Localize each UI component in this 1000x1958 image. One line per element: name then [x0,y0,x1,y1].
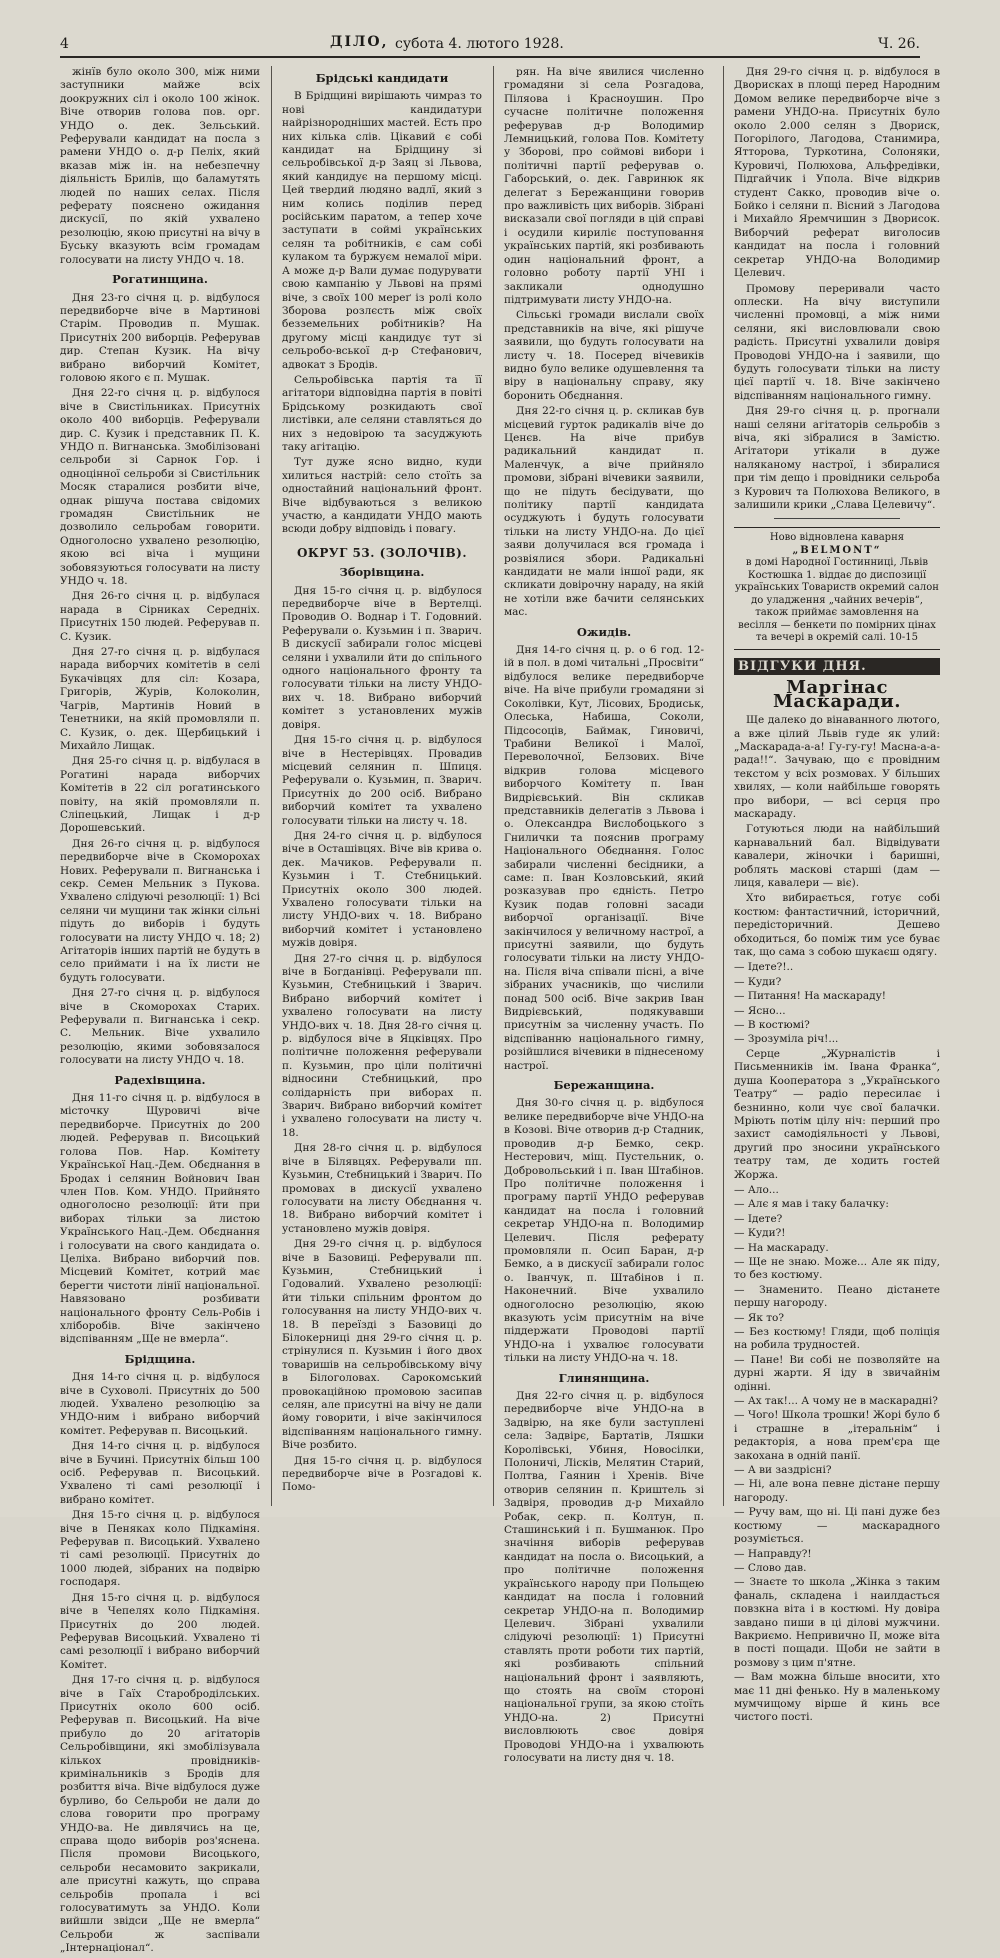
page-number: 4 [60,36,69,52]
column-3 [504,66,704,1767]
paragraph: Дня 22-го січня ц. р. відбулося передвиборче віче УНДО-на в Задвірю, на яке були заступлені села: Задвірє, Бартатів, Ляшки Королівські, Убиня, Новосілки, Полоничі, Лісків, Мелятин Старий, Полтва, Гаянин і Хренів. Віче отворив селянин п. Криштель зі Задвіря, проводив д-р Михайло Робак, секр. п. Колтун, п. Сташинський і п. Бушманюк. Про значіння виборів реферував кандидат на посла о. Висоцький, а про політичне положення українського народу при Польщею кандидат на посла і головний секретар УНДО-на п. Володимир Целевич. Зібрані ухвалили слідуючі резолюції: 1) Присутні ставлять проти роботи тих партій, які розбивають спільний національний фронт і заявляють, що стоять на своїм стороні національної групи, за якою стоїть УНДО-на. 2) Присутні висловлюють своє довіря Проводові УНДО-на і ухвалюють голосувати на листу дня ч. 18. [504,1390,704,1764]
article-title: Брідські кандидати [315,71,449,85]
dialog-line: — Ще не знаю. Може... Але як піду, то без костюму. [734,1255,940,1282]
issue-number: Ч. 26. [878,36,920,52]
column-4 [734,66,940,1726]
section-heading: Зборівщина. [339,565,425,580]
ad-line: Ново відновлена каварня [769,532,905,544]
dialog-line: — Пане! Ви собі не позволяйте на дурні жарти. Я іду в звичайнім одінні. [734,1353,940,1393]
dialog-line: — Ясно... [734,1004,786,1017]
dialog-line: — Ало... [734,1183,779,1196]
paragraph: Дня 15-го січня ц. р. відбулося передвиборче віче в Розгадові к. Помо- [282,1454,482,1494]
column-rule [493,66,494,1506]
paragraph: Дня 14-го січня ц. р. відбулося віче в Бучині. Присутніх більш 100 осіб. Реферував п. Висоцький. Ухвалено ті самі резолюції і вибрано комітет. [60,1440,260,1506]
dialog-line: — Алє я мав і таку балачку: [734,1198,889,1211]
column-1 [60,66,260,1958]
dialog-line: — Зрозуміла річ!... [734,1033,839,1046]
paragraph: В Брідщині вирішають чимраз то нові кандидатури найрізнородніших мастей. Есть про них кілька слів. Цікавий є собі кандидат на Брідщину зі сельробівської д-р Заяц зі Львова, який кандидує на першому місці. Цей твердий людяно вадлї, який з ним колись поділив перед російським паратом, а тепер хоче заступати в соймі українських селян та робітників, є сам собі кулаком та буржуєм немалої міри. А може д-р Вали думає подурувати свою кампанію у Львові на прямі віче, з своїх 100 мереґ із ролі коло Зборова розлєсть між своїх безземельних робітників? На другому місці кандидує тут зі сельробо-вської д-р Стефанович, адвокат з Бродів. [282,90,482,371]
paragraph: Дня 14-го січня ц. р. відбулося віче в Суховолі. Присутніх до 500 людей. Ухвалено резолюцію за УНДО-ним і вибрано виборчий комітет. Реферував п. Висоцький. [60,1371,260,1437]
dialog-line: — В костюмі? [734,1019,810,1032]
paragraph: рян. На віче явилися численно громадяни зі села Розгадова, Піляова і Красноушин. Про сучасне політичне положення реферував д-р Володимир Лемницький, голова Пов. Комітету у Зборові, про соймові вибори і політичні партії реферував о. Габорський, о. дек. Гавринюк як делегат з Бережанщини говорив про важливість цих виборів. Зібрані висказали свої погляди в цій справі і осудили кириліє поступовання українських партій, які розбивають один національний фронт, а головно роботу партії УНІ і закликали однодушно підтримувати листу УНДО-на. [504,66,704,306]
paragraph: Дня 23-го січня ц. р. відбулося передвиборче віче в Мартинові Старім. Проводив п. Мушак. Присутніх 200 виборців. Реферував дир. Степан Кузик. На вічу вибрано виборчий Комітет, головою якого є п. Мушак. [60,291,260,384]
dialog-line: — Ручу вам, що ні. Ці пані дуже без костюму — маскарадного розуміється. [734,1506,940,1546]
paragraph: жінїв було около 300, між ними заступники майже всіх доокружних сіл і около 100 жінок. Віче отворив голова пов. орг. УНДО о. дек. Зельський. Реферували кандидат на посла з рамени УНДО о. д-р Пеліх, який вказав між ін. на небезпечну діяльність Брилів, що баламутять людей по наших селах. Після реферату пояснено ожидання дискусії, по якій ухвалено резолюцію, якою присутні на вічу в Буську вказують всім громадам голосувати на листу УНДО ч. 18. [60,66,260,266]
paragraph: Готуються люди на найбільший карнавальний бал. Відвідувати кавалери, жіночки і баришні, роблять маскові старші (дам — лиця, кавалери — віє). [734,823,940,889]
paragraph: Дня 15-го січня ц. р. відбулося віче в Пеняках коло Підкаміня. Реферував п. Висоцький. Ухвалено ті самі резолюції. Присутніх до 1000 людей, зібраних на подвірю господаря. [60,1509,260,1589]
section-heading: Брідщина. [124,1351,196,1366]
dialog-line: — На маскараду. [734,1241,829,1254]
dialog-line: — Знаменито. Пеано дістанете першу нагороду. [734,1283,940,1310]
paragraph: Дня 27-го січня ц. р. відбулося віче в Богданівці. Реферували пп. Кузьмин, Стебницький і Зварич. Вибрано виборчий комітет і ухвалено голосувати на листу УНДО-вих ч. 18. Дня 28-го січня ц. р. відбулося віче в Яцківцях. Про політичне положення реферували п. Кузьмин, про ціли політичні відносини Стебницький, про солідарність при виборах п. Зварич. Вибрано виборчий комітет і ухвалено голосувати на листу ч. 18. [282,952,482,1139]
district-heading: ОКРУГ 53. (ЗОЛОЧІВ). [296,545,468,560]
dialog-line: — Слово дав. [734,1561,807,1574]
paragraph: Промову переривали часто оплески. На вічу виступили численні промовці, а між ними селяни, які висловлювали свою радість. Присутні ухвалили довіря Проводові УНДО-на і заявили, що будуть голосувати тільки на листу цієї партії ч. 18. Віче закінчено відспіванням національного гимну. [734,282,940,402]
paragraph: Дня 25-го січня ц. р. відбулася в Рогатині нарада виборчих Комітетів в 22 сіл рогатинського повіту, на якій промовляли п. Сліпецький, Лищак і д-р Дорошевський. [60,755,260,835]
paragraph: Хто вибирається, готує собі костюм: фантастичний, історичний, передісторичний. Дешево обходиться, бо поміж тим усе буває так, що сама з собою шукаєш одягу. [734,892,940,959]
issue-date: субота 4. лютого 1928. [395,36,564,52]
paragraph: Дня 11-го січня ц. р. відбулося в місточку Щуровичі віче передвиборче. Присутніх до 200 людей. Реферував п. Висоцький голова Пов. Нар. Комітету Української Нац.-Дем. Обєднання в Бродах і селянин Войнович Іван член Пов. Ком. УНДО. Прийнято одноголосно резолюції: йти при виборах тільки за листою Українського Нац.-Дем. Обєднання і голосувати на свого кандидата о. Целіха. Вибрано виборчий пов. Місцевий Комітет, котрий має берегти чистоти лінії національної. Навязовано розбивати національного фронту Сель-Робів і хліборобів. Віче закінчено відспіванням „Ще не вмерла“. [60,1092,260,1346]
section-heading: Бережанщина. [553,1078,655,1093]
dialog-line: — Куди?! [734,1227,786,1240]
dialog-line: — Направду?! [734,1547,812,1560]
dialog-line: — Ах так!... А чому не в маскарадні? [734,1395,938,1408]
dialog-1 [734,961,940,1046]
paragraph: Дня 17-го січня ц. р. відбулося віче в Гаїх Староброділських. Присутніх около 600 осіб. Реферував п. Висоцький. На віче прибуло до 20 агітаторів Сельробівщини, які змобілізувала кількох провідників-кримінальників з Бродів для розбиття віча. Віче відбулося дуже бурливо, бо Сельроби не дали до слова говорити про програму УНДО-ва. Не дивлячись на це, справа щодо виборів роз'яснена. Після промови Висоцького, сельроби несамовито закрикали, але присутні кажуть, що справа сельробів пропала і всі голосуватимуть за УНДО. Коли вийшли звідси „Ще не вмерла“ Сельроби ж заспівали „Інтернаціонал“. [60,1674,260,1955]
dialog-line: — Знаєте то школа „Жінка з таким фаналь, складена і наилдасться повзкна віта і в костюмі. Ну довіра завдано пиши в ці ділові мужчини. Вакриємо. Непривично ІІ, може віта в пості пощади. Щоби не зайти в розмову з цим п'ятне. [734,1576,940,1669]
paragraph: Серце „Журналістів і Письменників ім. Івана Франка“, душа Кооператора з „Українського Театру“ — радіо пересилає і безнинно, коли чує свої балачки. Мріють потім цілу ніч: перший про захист самодіяльності у Львові, другий про зносини українського театру там, де ходить гостей Жоржа. [734,1047,940,1181]
paragraph: Дня 27-го січня ц. р. відбулося віче в Скоморохах Старих. Реферували п. Вигнанська і секр. С. Мельник. Віче ухвалило резолюцію, якими зобовязалося голосувати на листу УНДО ч. 18. [60,987,260,1067]
paragraph: Дня 27-го січня ц. р. відбулася нарада виборчих комітетів в селі Букачівцях для сіл: Козара, Григорів, Журів, Колоколин, Чагрів, Мартинів Новий в Тенетники, на якій промовляли п. С. Кузик, о. дек. Щербицький і Михайло Лищак. [60,646,260,752]
paragraph: Дня 29-го січня ц. р. відбулося віче в Базовиці. Реферували пп. Кузьмин, Стебницький і Годовалий. Ухвалено резолюції: йти тільки спільним фронтом до голосування на листу УНДО-вих ч. 18. В переїзді з Базовиці до Білокерниці дня 29-го січня ц. р. стрінулися п. Кузьмин і його двох товаришів на сельробівському вічу в Білоголовах. Сарокомський провокаційною промовою засипав селян, але присутні на вічу не дали йому говорити, і віче закінчилося відспіванням національного гимну. Віче розбито. [282,1238,482,1452]
paragraph: Дня 15-го січня ц. р. відбулося віче в Нестерівцях. Провадив місцевий селянин п. Шпиця. Реферували о. Кузьмин, п. Зварич. Присутніх до 200 осіб. Вибрано виборчий комітет та ухвалено голосувати тільки на листу ч. 18. [282,734,482,827]
section-heading: Рогатинщина. [112,272,208,287]
column-rule [271,66,272,1506]
paragraph: Дня 24-го січня ц. р. відбулося віче в Осташівцях. Віче вів крива о. дек. Мачиков. Реферували п. Кузьмин і Т. Стебницький. Присутніх около 300 людей. Ухвалено голосувати тільки на листу УНДО-вих ч. 18. Вибрано виборчий комітет і установлено мужів довіря. [282,829,482,950]
section-heading: Радехівщина. [114,1072,206,1087]
paragraph: Дня 30-го січня ц. р. відбулося велике передвиборче віче УНДО-на в Козові. Віче отворив д-р Стадник, проводив д-р Бемко, секр. Нестерович, міщ. Пустельник, о. Добровольський і п. Іван Штабінов. Про політичне положення і програму партії УНДО реферував кандидат на посла і головний секретар УНДО-на п. Володимир Целевич. Після реферату промовляли п. Осип Баран, д-р Бемко, а в дискусії забирали голос о. Іванчук, п. Штабінов і п. Наконечний. Віче ухвалило одноголосно резолюцію, якою вказують усім присутнім на віче піддержати Проводові партії УНДО-на і ухвалює голосувати тільки на листу УНДО-на ч. 18. [504,1097,704,1365]
divider [774,518,900,519]
dialog-2 [734,1184,940,1725]
ad-body: в домі Народної Гостинниці, Львів Костюшка 1. віддає до диспозиції українських Товариств окремий салон до уладження „чайних вечерів“, також приймає замовлення на весілля — бенкети по помірних цінах та вечері в окремій салі. 10-15 [735,557,939,644]
paragraph: Дня 15-го січня ц. р. відбулося віче в Чепелях коло Підкаміня. Присутніх до 200 людей. Реферував Висоцький. Ухвалено ті самі резолюції і вибрано виборчий Комітет. [60,1591,260,1671]
section-heading: Глинянщина. [558,1370,650,1385]
dialog-line: — Куди? [734,975,782,988]
paragraph: Дня 26-го січня ц. р. відбулася нарада в Сірниках Середніх. Присутніх 150 людей. Реферував п. С. Кузик. [60,590,260,643]
dialog-line: — А ви заздрісні? [734,1464,832,1477]
paragraph: Сельробівська партія та її агітатори відповідна партія в повіті Брідському розкидають свої листівки, але селяни ставляться до них з недовірою та засуджують таку агітацію. [282,373,482,453]
paragraph: Дня 22-го січня ц. р. скликав був місцевий гурток радикалів віче до Ценєв. На віче прибув радикальний кандидат п. Маленчук, а віче прийняло промови, зібрані вічевики заявили, що не підуть бесідувати, що політику партії кандидата осуджують і будуть голосувати тільки на листу УНДО-на. До цієї заяви долучилася вся громада і розвіялися збори. Радикальні кандидати не мали іншої ради, як скликати довірочну нараду, на якій не хотіли вже бачити селянських мас. [504,405,704,619]
feuilleton-title: Маргінас Маскаради. [772,677,902,712]
paragraph: Дня 26-го січня ц. р. відбулося передвиборче віче в Скоморохах Нових. Реферували п. Вигнанська і секр. Семен Мельник з Пукова. Ухвалено слідуючі резолюції: 1) Всі селяни чи мущини так жінки сільні підуть до виборів і будуть голосувати на листу УНДО ч. 18; 2) Агітаторів інших партій не будуть в село приймати і на їх листи не будуть голосувати. [60,837,260,984]
paragraph: Дня 29-го січня ц. р. прогнали наші селяни агітаторів сельробів з віча, які зібралися в Замістю. Агітатори утікали в дуже наляканому настрої, і збиралися при тім дещо і провідники сельроба з Курович та Полюхова Великого, в залишили крики „Слава Целевичу“. [734,405,940,511]
dialog-line: — Ні, але вона певне дістане першу нагороду. [734,1478,940,1504]
section-heading: Ожидів. [576,624,632,639]
dialog-line: — Як то? [734,1311,784,1324]
dialog-line: — Чого! Школа трошки! Жорі було б і страшне в „ітеральнім“ і редакторія, а нова прем'єра ще закохана в одній панії. [734,1409,940,1462]
dialog-line: — Ідете? [734,1212,783,1225]
dialog-line: — Без костюму! Гляди, щоб поліція на робила трудностей. [734,1326,940,1352]
page-header [60,30,920,58]
cafe-advertisement [734,527,940,650]
ad-cafe-name: „BELMONT“ [792,544,882,556]
paragraph: Дня 29-го січня ц. р. відбулося в Дворисках в площі перед Народним Домом велике передвиборче віче з рамени УНДО-на. Присутніх було около 2.000 селян з Двориск, Погорілого, Лагодова, Станимира, Ятторова, Туркотина, Солоняки, Куровичі, Полюхова, Альфредівки, Підгайчик і Упола. Віче відкрив студент Сакко, проводив віче о. Бойко і селяни п. Вісний з Лагодова і Михайло Яремчишин з Дворисок. Виборчий реферат виголосив кандидат на посла і головний секретар УНДО-на Володимир Целевич. [734,66,940,280]
dialog-line: — Питання! На маскараду! [734,990,886,1003]
paragraph: Дня 14-го січня ц. р. о 6 год. 12-ій в пол. в домі читальні „Просвіти“ відбулося велике передвиборче віче. На віче прибули громадяни зі Соколівки, Кут, Лісових, Бродиськ, Олеська, Набиша, Соколи, Підсосоців, Баймак, Гиновичі, Трабини Великої і Малої, Переволочної, Белзових. Віче відкрив голова місцевого виборчого Комітету п. Іван Видрієвський. Він скликав представників делегатів з Львова і о. Олександра Вислобоцького з Гнилички та пояснив програму Національного Обєднання. Голос забирали численні бесідники, а саме: п. Іван Козловський, який розказував про єдність. Петро Кузик подав головні засади виборчої організації. Віче закінчилося у величному настрої, а присутні заявили, що будуть голосувати тільки на листу УНДО-на. Після віча співали пісні, а віче зібраних учасників, що числили понад 500 осіб. Віче закрив Іван Видрієвський, подякувавши присутнім за численну участь. По відспіванню національного гимну, розійшлися вічевики в піднесеному настрої. [504,644,704,1072]
masthead: ДІЛО, [330,34,389,50]
column-rule [723,66,724,1506]
dialog-line: — Вам можна більше вносити, хто має 11 дні фенько. Ну в маленькому мумчищому вірше й кинь все чистого пості. [734,1671,940,1724]
column-2 [282,66,482,1497]
section-banner: ВІДГУКИ ДНЯ. [734,658,940,675]
paragraph: Ще далеко до вінаванного лютого, а вже цілий Львів гуде як улий: „Маскарада-а-а! Гу-гу-гу! Масна-а-а-рада!!“. Зачуваю, що є провідним текстом у всіх розмовах. У більших хвилях, — коли найбільше говорять про вибори, — всі серця про маскараду. [734,714,940,820]
dialog-line: — Ідете?!.. [734,961,794,974]
paragraph: Тут дуже ясно видно, куди хилиться настрій: село стоїть за одностайний національний фронт. Віче відбуваються з великою участю, а кандидати УНДО мають всюди добру відповідь і повагу. [282,456,482,536]
paragraph: Дня 15-го січня ц. р. відбулося передвиборче віче в Вертелці. Проводив О. Воднар і Т. Годовний. Реферували о. Кузьмин і п. Зварич. В дискусії забирали голос місцеві селяни і ухвалили йти до спільного одного національного фронту та голосувати тільки на листу УНДО-вих ч. 18. Вибрано виборчий комітет з установлених мужів довіря. [282,584,482,731]
paragraph: Дня 28-го січня ц. р. відбулося віче в Білявцях. Реферували пп. Кузьмин, Стебницький і Зварич. По промовах в дискусії ухвалено голосувати на листу Обєднання ч. 18. Вибрано виборчий комітет і установлено мужів довіря. [282,1142,482,1235]
paragraph: Сільські громади вислали своїх представників на віче, які рішуче заявили, що будуть голосувати на листу ч. 18. Посеред вічевиків видно було велике одушевлення та віру в національну справу, яку боронить Обєднання. [504,309,704,402]
paragraph: Дня 22-го січня ц. р. відбулося віче в Свистільниках. Присутніх около 400 виборців. Реферували дир. С. Кузик і представник П. К. УНДО п. Вигнанська. Змобілізовані сельроби зі Сарнок Гор. і одноцінної сельроби зі Свистільник Мосяк старалися розбити віче, однак рішуча постава свідомих громадян Свистільник не дозволило сельробам говорити. Одноголосно ухвалено резолюцію, якою всі віча і мущини зобовязуються голосувати на листу УНДО ч. 18. [60,387,260,588]
